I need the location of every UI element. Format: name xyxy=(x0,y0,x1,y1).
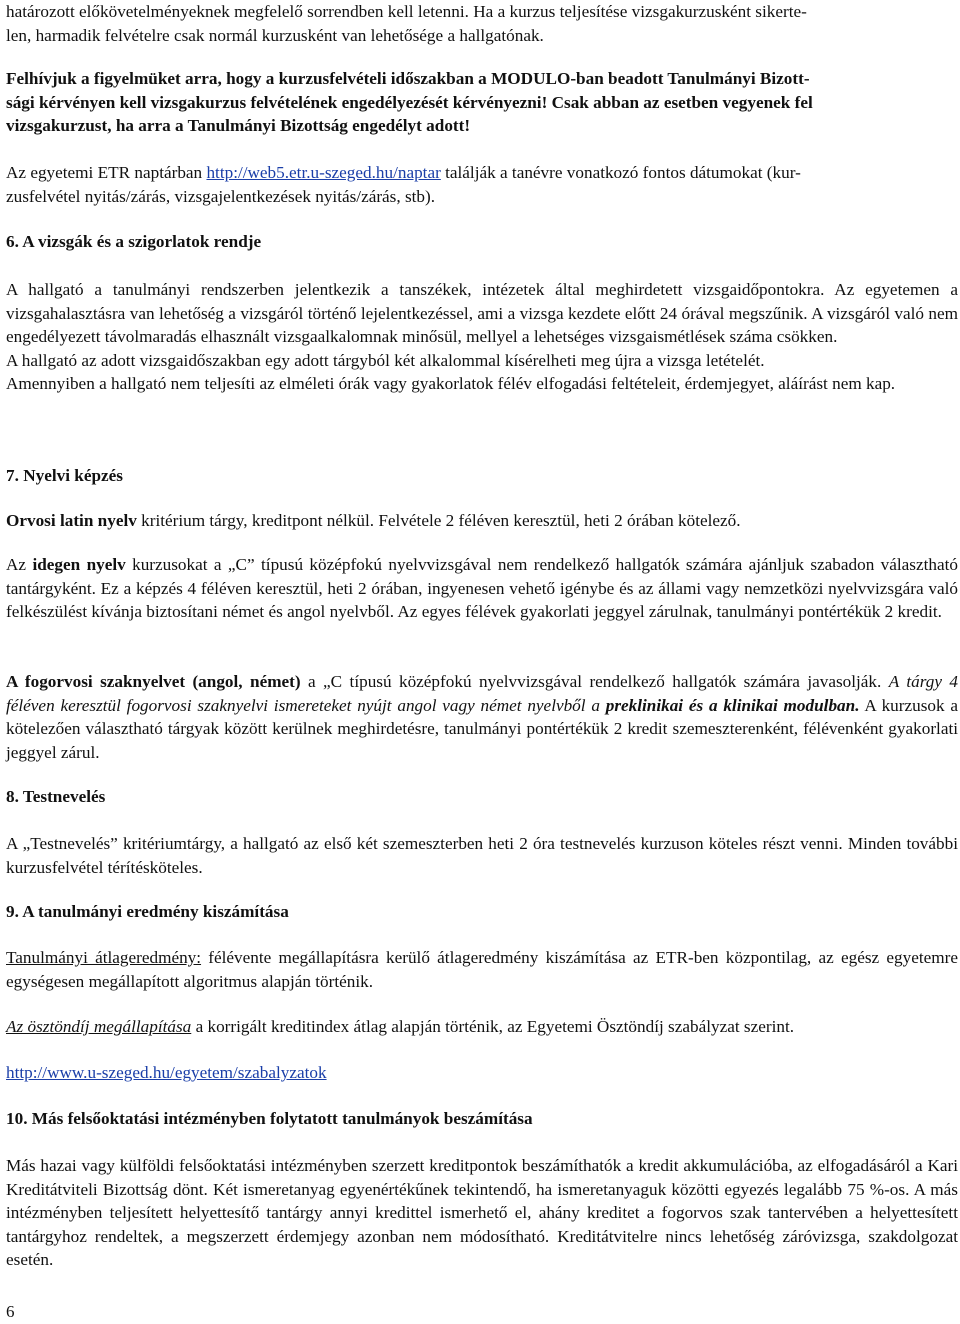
scholarship-text: a korrigált kreditindex átlag alapján történik, az Egyetemi Ösztöndíj szabályzat szerint. xyxy=(191,1017,795,1036)
notice-line-2: sági kérvényen kell vizsgakurzus felvételének engedélyezését kérvényezni! Csak abban az esetben vegyenek fel xyxy=(6,92,813,112)
scholarship-label: Az ösztöndíj megállapítása xyxy=(6,1017,192,1036)
section-6-body xyxy=(6,278,958,396)
average-paragraph xyxy=(6,946,958,993)
latin-paragraph xyxy=(6,509,958,533)
etr-text-pre: Az egyetemi ETR naptárban xyxy=(6,163,207,182)
dental-language-bold-italic: preklinikai és a klinikai modulban. xyxy=(605,695,860,715)
dental-language-text-end: A kurzusok a kötelezően választható tárgyak között kerülnek meghirdetésre, tanulmányi pontértékük 2 kredit szemeszterenként, félévenként gyakorlati jeggyel zárul. xyxy=(6,695,958,762)
intro-paragraph xyxy=(6,0,958,47)
section-8-paragraph: A „Testnevelés” kritériumtárgy, a hallgató az első két szemeszterben heti 2 óra testnevelés kurzuson köteles részt venni. Minden további kurzusfelvétel térítésköteles. xyxy=(6,834,958,877)
section-7-heading: 7. Nyelvi képzés xyxy=(6,466,123,485)
section-6-heading: 6. A vizsgák és a szigorlatok rendje xyxy=(6,232,262,251)
section-8-heading: 8. Testnevelés xyxy=(6,787,106,806)
section-9-heading: 9. A tanulmányi eredmény kiszámítása xyxy=(6,902,289,921)
scholarship-paragraph xyxy=(6,1015,958,1039)
regulations-link-row xyxy=(6,1061,958,1085)
etr-text-line-2: zusfelvétel nyitás/zárás, vizsgajelentkezések nyitás/zárás, stb). xyxy=(6,186,436,206)
foreign-language-title: idegen nyelv xyxy=(32,555,126,574)
latin-title: Orvosi latin nyelv xyxy=(6,511,137,530)
notice-line-3: vizsgakurzust, ha arra a Tanulmányi Bizottság engedélyt adott! xyxy=(6,116,471,136)
section-8-body xyxy=(6,832,958,879)
etr-text-post: találják a tanévre vonatkozó fontos dátumokat (kur- xyxy=(440,163,801,182)
intro-line-2: len, harmadik felvételre csak normál kurzusként van lehetősége a hallgatónak. xyxy=(6,25,544,45)
section-10-heading: 10. Más felsőoktatási intézményben folytatott tanulmányok beszámítása xyxy=(6,1109,533,1128)
average-label: Tanulmányi átlageredmény: xyxy=(6,948,202,967)
foreign-text-pre: Az xyxy=(6,555,33,574)
section-6-paragraph-2: A hallgató az adott vizsgaidőszakban egy adott tárgyból két alkalommal kísérelheti meg újra a vizsga letételét. xyxy=(6,350,765,370)
etr-calendar-link[interactable]: http://web5.etr.u-szeged.hu/naptar xyxy=(206,163,441,182)
section-10-body xyxy=(6,1154,958,1272)
notice-paragraph xyxy=(6,67,958,138)
dental-language-paragraph xyxy=(6,670,958,764)
dental-language-title: A fogorvosi szaknyelvet (angol, német) xyxy=(6,672,301,691)
etr-paragraph xyxy=(6,161,958,208)
notice-line-1: Felhívjuk a figyelmüket arra, hogy a kurzusfelvételi időszakban a MODULO-ban beadott Tanulmányi Bizott- xyxy=(6,69,810,88)
dental-language-text: a „C típusú középfokú nyelvvizsgával rendelkező hallgatók számára javasolják. xyxy=(300,672,889,691)
intro-line-1: határozott előkövetelményeknek megfelelő sorrendben kell letenni. Ha a kurzus teljesítése vizsgakurzusként sikerte- xyxy=(6,2,807,21)
foreign-language-paragraph xyxy=(6,553,958,624)
section-10-paragraph: Más hazai vagy külföldi felsőoktatási intézményben szerzett kreditpontok beszámíthatók a kredit akkumulációba, az elfogadásáról a Kari Kreditátviteli Bizottság dönt. Két ismeretanyag egyenértékűnek tekintendő, ha ismeretanyaguk közötti egyezés legalább 75 %-os. A más intézményben teljesített helyettesítő tantárgy annyi kredittel ismerhető el, ahány kreditet a fogorvos szak tantervében a helyettesített tantárgyhoz rendeltek, a megszerzett érdemjegy azonban nem módosítható. Kreditátvitelre nincs lehetőség záróvizsga, szakdolgozat esetén. xyxy=(6,1156,958,1270)
page-number: 6 xyxy=(6,1302,15,1321)
section-6-paragraph-3: Amennyiben a hallgató nem teljesíti az elméleti órák vagy gyakorlatok félév elfogadási feltételeit, érdemjegyet, aláírást nem kap. xyxy=(6,374,896,394)
latin-text-end: Felvétele 2 féléven keresztül, heti 2 órában kötelező. xyxy=(374,511,741,530)
foreign-language-text: kurzusokat a „C” típusú középfokú nyelvvizsgával nem rendelkező hallgatók számára ajánljuk szabadon választható tantárgyként. Ez a képzés 4 féléven keresztül, heti 2 órában, ingyenesen vehető igénybe és az állami vagy nemzetközi nyelvvizsgára való felkészülést kívánja biztosítani német és angol nyelvből. Az egyes félévek gyakorlati jeggyel zárulnak, tanulmányi pontértékük 2 kredit. xyxy=(6,555,958,622)
average-text: félévente megállapításra kerülő átlageredmény kiszámítása az ETR-ben központilag, az egész egyetemre egységesen megállapított algoritmus alapján történik. xyxy=(6,948,958,991)
latin-text: kritérium tárgy, kreditpont nélkül. xyxy=(136,511,375,530)
section-6-paragraph-1: A hallgató a tanulmányi rendszerben jelentkezik a tanszékek, intézetek által meghirdetett vizsgaidőpontokra. Az egyetemen a vizsgahalasztásra van lehetőség a vizsgáról történő lejelentkezéssel, ami a vizsga kezdete előtt 24 órával megszűnik. A vizsgáról való nem engedélyezett távolmaradás elhasznált vizsgaalkalomnak minősül, mellyel a lehetséges vizsgaismétlések száma csökken. xyxy=(6,280,958,347)
regulations-link[interactable]: http://www.u-szeged.hu/egyetem/szabalyzatok xyxy=(6,1063,327,1082)
dental-language-italic: A tárgy 4 féléven keresztül fogorvosi szaknyelvi ismereteket nyújt angol vagy német nyelvből a xyxy=(6,672,958,715)
